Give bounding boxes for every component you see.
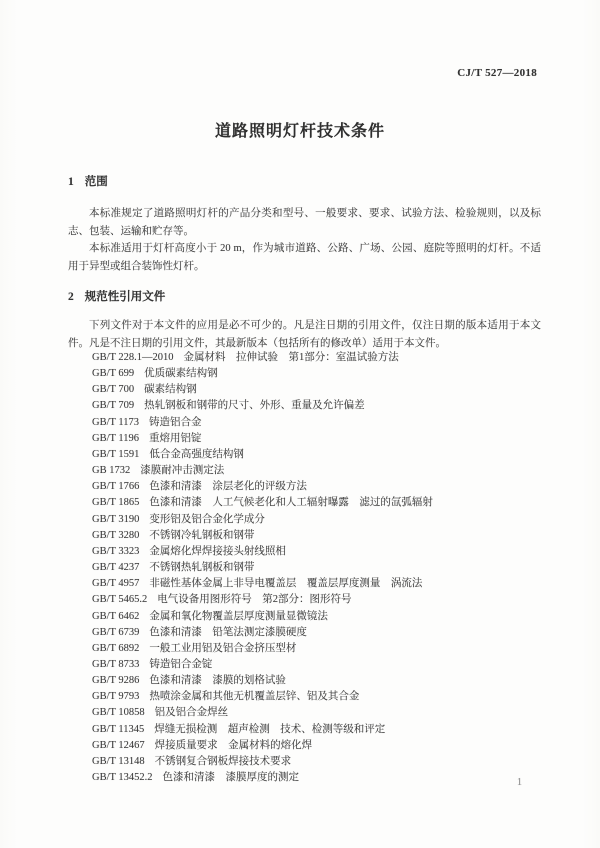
page-number: 1	[517, 777, 522, 788]
reference-code: GB/T 9286	[92, 675, 140, 687]
reference-title: 电气设备用图形符号 第2部分：图形符号	[157, 594, 352, 606]
reference-item	[92, 495, 562, 511]
reference-title: 不锈钢冷轧钢板和钢带	[149, 529, 255, 541]
reference-item	[92, 350, 562, 366]
reference-code: GB/T 700	[92, 384, 135, 396]
section-1-body	[68, 205, 541, 275]
reference-item	[92, 609, 562, 625]
reference-code: GB/T 1173	[92, 416, 139, 428]
scope-paragraph-1: 本标准规定了道路照明灯杆的产品分类和型号、一般要求、要求、试验方法、检验规则，以及标志、包装、运输和贮存等。	[68, 208, 541, 237]
reference-item	[92, 592, 562, 608]
reference-code: GB/T 1591	[92, 448, 140, 460]
reference-title: 热喷涂金属和其他无机覆盖层锌、铝及其合金	[149, 691, 360, 703]
reference-title: 碳素结构钢	[144, 384, 197, 396]
scope-paragraph-2: 本标准适用于灯杆高度小于 20 m，作为城市道路、公路、广场、公园、庭院等照明的灯杆。不适用于异型或组合装饰性灯杆。	[68, 243, 541, 272]
reference-title: 色漆和清漆 漆膜的划格试验	[149, 675, 286, 687]
reference-item	[92, 705, 562, 721]
reference-title: 不锈钢热轧钢板和钢带	[149, 562, 255, 574]
reference-code: GB/T 3190	[92, 513, 140, 525]
reference-item	[92, 463, 562, 479]
reference-code: GB 1732	[92, 465, 131, 477]
reference-title: 铝及铝合金焊丝	[154, 707, 229, 719]
reference-code: GB/T 11345	[92, 723, 145, 735]
section-2-title: 规范性引用文件	[84, 291, 166, 303]
reference-code: GB/T 699	[92, 368, 135, 380]
reference-item	[92, 431, 562, 447]
reference-title: 低合金高强度结构钢	[149, 448, 244, 460]
reference-item	[92, 415, 562, 431]
reference-title: 金属和氧化物覆盖层厚度测量显微镜法	[149, 610, 328, 622]
reference-title: 优质碳素结构钢	[144, 368, 218, 380]
reference-code: GB/T 228.1—2010	[92, 352, 174, 363]
reference-code: GB/T 6739	[92, 626, 140, 638]
reference-item	[92, 382, 562, 398]
reference-item	[92, 673, 562, 689]
reference-item	[92, 754, 562, 770]
reference-code: GB/T 4237	[92, 562, 140, 574]
reference-item	[92, 576, 562, 592]
section-2-number: 2	[68, 291, 74, 303]
reference-code: GB/T 709	[92, 400, 135, 412]
reference-title: 色漆和清漆 漆膜厚度的测定	[162, 772, 299, 784]
reference-title: 不锈钢复合钢板焊接技术要求	[154, 755, 292, 767]
reference-item	[92, 738, 562, 754]
reference-title: 非磁性基体金属上非导电覆盖层 覆盖层厚度测量 涡流法	[149, 578, 423, 590]
reference-code: GB/T 4957	[92, 578, 140, 590]
reference-code: GB/T 9793	[92, 691, 140, 703]
section-2-heading	[68, 288, 165, 304]
reference-title: 铸造铝合金锭	[149, 658, 213, 670]
document-title: 道路照明灯杆技术条件	[214, 123, 385, 140]
reference-item	[92, 689, 562, 705]
section-2-intro	[68, 317, 541, 352]
reference-code: GB/T 1196	[92, 432, 139, 444]
section-1-title: 范围	[84, 176, 108, 188]
reference-item	[92, 722, 562, 738]
reference-code: GB/T 5465.2	[92, 594, 148, 606]
reference-title: 一般工业用铝及铝合金挤压型材	[149, 642, 297, 654]
reference-title: 热轧钢板和钢带的尺寸、外形、重量及允许偏差	[144, 400, 365, 412]
reference-code: GB/T 6892	[92, 642, 140, 654]
reference-code: GB/T 6462	[92, 610, 140, 622]
reference-code: GB/T 8733	[92, 658, 140, 670]
references-intro-paragraph: 下列文件对于本文件的应用是必不可少的。凡是注日期的引用文件，仅注日期的版本适用于本文件。凡是不注日期的引用文件，其最新版本（包括所有的修改单）适用于本文件。	[68, 320, 541, 349]
reference-code: GB/T 13452.2	[92, 772, 153, 784]
reference-item	[92, 528, 562, 544]
reference-title: 色漆和清漆 人工气候老化和人工辐射曝露 滤过的氙弧辐射	[149, 497, 433, 509]
standard-number: CJ/T 527—2018	[457, 67, 537, 79]
reference-item	[92, 625, 562, 641]
reference-code: GB/T 3280	[92, 529, 140, 541]
reference-title: 金属材料 拉伸试验 第1部分：室温试验方法	[183, 352, 399, 363]
reference-item	[92, 544, 562, 560]
reference-code: GB/T 3323	[92, 545, 140, 557]
reference-code: GB/T 1766	[92, 481, 140, 493]
reference-code: GB/T 12467	[92, 739, 145, 751]
reference-title: 漆膜耐冲击测定法	[140, 465, 225, 477]
reference-code: GB/T 10858	[92, 707, 145, 719]
reference-title: 色漆和清漆 涂层老化的评级方法	[149, 481, 307, 493]
reference-code: GB/T 1865	[92, 497, 140, 509]
normative-references-list	[92, 350, 562, 786]
reference-title: 色漆和清漆 铅笔法测定漆膜硬度	[149, 626, 307, 638]
reference-code: GB/T 13148	[92, 755, 145, 767]
section-1-heading	[68, 173, 108, 189]
reference-item	[92, 479, 562, 495]
reference-item	[92, 641, 562, 657]
reference-item	[92, 512, 562, 528]
reference-item	[92, 447, 562, 463]
reference-title: 金属熔化焊焊接接头射线照相	[149, 545, 286, 557]
reference-title: 重熔用铝锭	[148, 432, 202, 444]
reference-item	[92, 398, 562, 414]
reference-title: 焊缝无损检测 超声检测 技术、检测等级和评定	[154, 723, 386, 735]
section-1-number: 1	[68, 176, 74, 188]
reference-item	[92, 366, 562, 382]
reference-title: 变形铝及铝合金化学成分	[149, 513, 265, 525]
reference-item	[92, 657, 562, 673]
reference-item	[92, 770, 562, 786]
reference-title: 铸造铝合金	[148, 416, 202, 428]
reference-item	[92, 560, 562, 576]
reference-title: 焊接质量要求 金属材料的熔化焊	[154, 739, 313, 751]
